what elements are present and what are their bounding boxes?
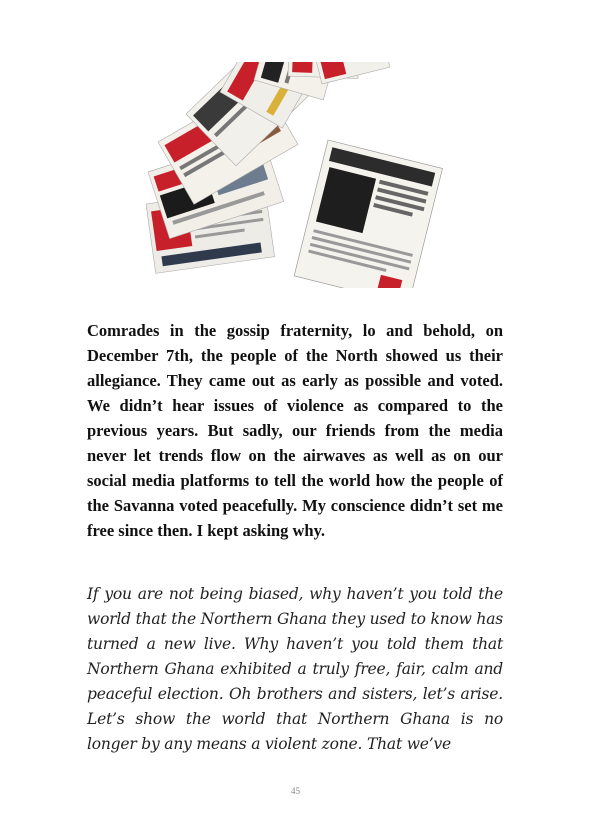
- body-paragraph-bold: Comrades in the gossip fraternity, lo and behold, on December 7th, the people of the North showed us their allegiance. They came out as early as possible and voted. We didn’t hear issues of violence as compared to the previous years. But sadly, our friends from the media never let trends flow on the airwaves as well as on our social media platforms to tell the world how the people of the Savanna voted peacefully. My conscience didn’t set me free since then. I kept asking why.: [87, 321, 503, 540]
- page-number: 45: [291, 786, 300, 796]
- body-paragraph-italic: If you are not being biased, why haven’t you told the world that the Northern Ghana they used to know has turned a new live. Why haven’t you told them that Northern Ghana exhibited a truly free, fair, calm and peaceful election. Oh brothers and sisters, let’s arise. Let’s show the world that Northern Ghana is no longer by any means a violent zone. That we’ve: [87, 585, 503, 753]
- newspaper-fan-icon: [138, 62, 456, 288]
- newspapers-illustration: [138, 62, 456, 288]
